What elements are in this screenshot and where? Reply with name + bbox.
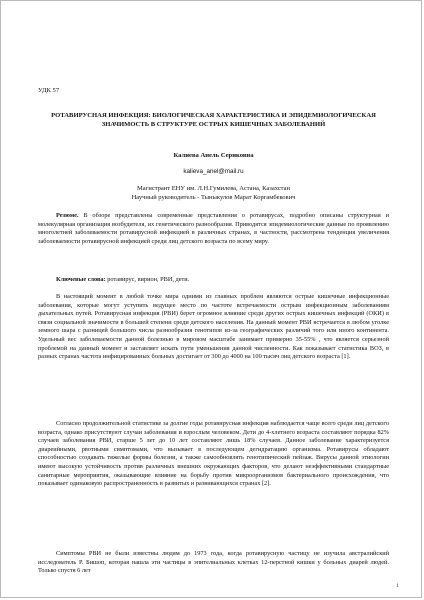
- author-email: kalieva_anel@mail.ru: [183, 168, 244, 175]
- abstract-text: В обзоре представлены современные представления о ротавирусах, подробно описаны структурная и молекулярная организация возбудителя, их генетического разнообразия. Приводятся эпидемиологические данные по проявлению многолетней заболеваемости ротавирусной инфекцией в различных странах, в частности, рассмотрена тенденция увеличения заболеваемости ротавирусной инфекцией среди лиц детского возраста по всему миру.: [38, 212, 389, 245]
- keywords-label: Ключевые слова:: [56, 276, 106, 283]
- abstract: [38, 212, 389, 246]
- udk-code: УДК 57: [38, 87, 60, 94]
- page-number: 1: [396, 583, 399, 589]
- affiliation-line-2: Научный руководитель - Тыныкулов Марат Коргамбекович: [131, 194, 296, 202]
- body-paragraph-1: В настоящий момент в любой точке мира одними из главных проблем являются острые кишечные инфекционные заболевания, которые могут уступить ведущее место по частоте встречаемости острым инфекционным заболеваниям дыхательных путей. Ротавирусная инфекция (РВИ) берет огромное влияние среди других острых кишечных инфекций (ОКИ) в связи социальной значимости в большей степени среди детского населения. На данный момент РВИ встречается в любом уголке земного шара с разницей большого числа разнообразия генотипов из-за географических различий того или иного континента. Удельный вес заболеваемости данной болезнью в мировом масштабе занимает примерно 35-55% , что является серьезной проблемой на данный момент и заставляет искать пути уменьшения данной численности. Как показывает статистика ВОЗ, в разных странах частота инфицированных больных достигает от 300 до 4000 на 100 тысяч лиц детского возраста [1].: [38, 293, 389, 361]
- abstract-label: Резюме.: [56, 212, 79, 219]
- keywords-text: ротавирус, вирион, РВИ, дети.: [105, 276, 190, 283]
- keywords: [38, 276, 389, 283]
- article-title: РОТАВИРУСНАЯ ИНФЕКЦИЯ: БИОЛОГИЧЕСКАЯ ХАРАКТЕРИСТИКА И ЭПИДЕМИОЛОГИЧЕСКАЯ ЗНАЧИМОСТЬ В СТРУКТУРЕ ОСТРЫХ КИШЕЧНЫХ ЗАБОЛЕВАНИЙ: [51, 112, 376, 128]
- affiliation: [38, 184, 389, 203]
- body-paragraph-2: Согласно продолжительной статистике за долгие годы ротавирусная инфекция наблюдается чаще всего среди лиц детского возраста, однако присутствуют случаи заболевания и взрослым человеком. Дети до 4-хлетнего возраста составляют порядка 82% случаев заболевания РВИ, старше 5 лет до 10 лет составляют лишь 18% случаев. Данное заболевание характеризуется диареийными, рвотными симптомами, что вызывает в последующем дегидратацию организма. Ротавирусы обладают способностью создавать тяжелые формы болезни, а также самообновлять генотипический пейзаж. Вирусы данной этиологии имеют высокую устойчивость против различных внешних окружающих факторов, что делают неэффективными стандартные санитарные мероприятия, оказывающие влияние на борьбу против микроорганизмов бактериального происхождения, что показывает одинаковую распространенность в развитых и развивающихся странах [2].: [38, 420, 389, 488]
- body-paragraph-3: Симптомы РВИ не были известны людям до 1973 года, когда ротавирусную частицу не изучила австралийский исследователь Р. Бишоп, которая нашла эти частицы в эпителиальных клетках 12-перстной кишки у больных диарей людей. Только спустя 6 лет: [38, 550, 389, 575]
- affiliation-line-1: Магистрант ЕНУ им. Л.Н.Гумилева, Астана, Казахстан: [137, 185, 290, 192]
- author-name: Калиева Анель Сериковна: [173, 152, 254, 159]
